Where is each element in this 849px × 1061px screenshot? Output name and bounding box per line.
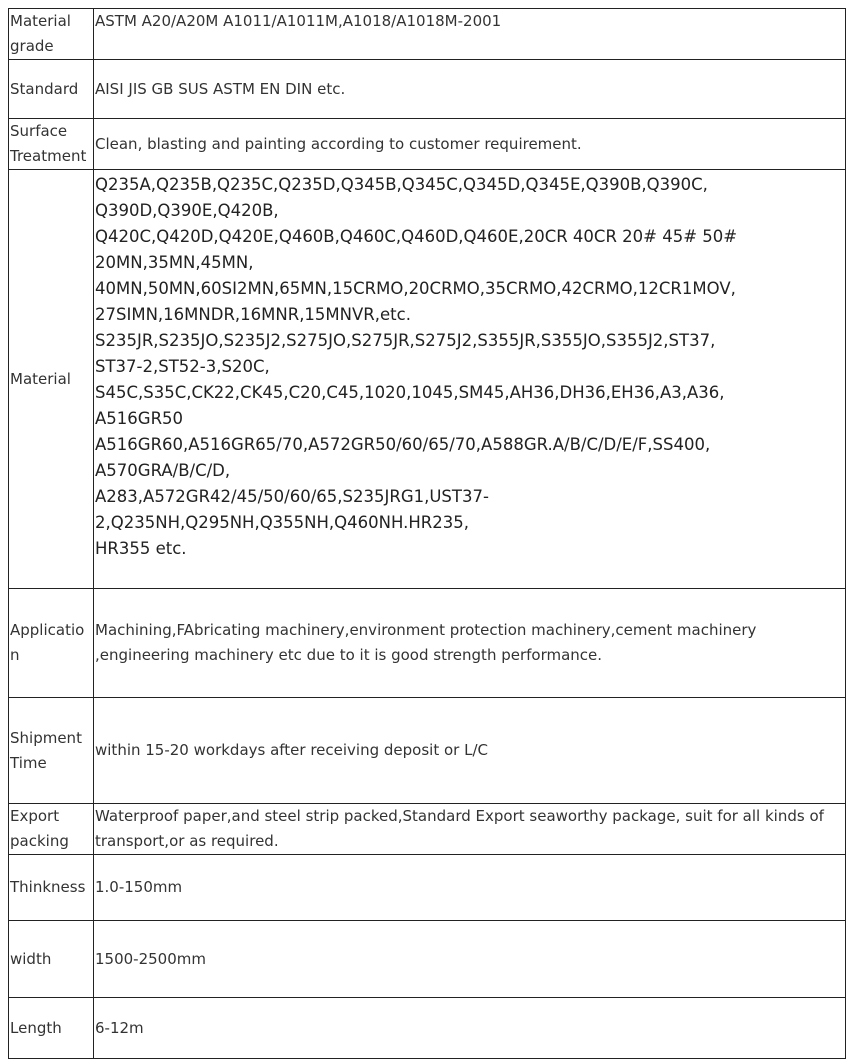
row-length xyxy=(9,998,846,1059)
label-width: width xyxy=(9,921,94,998)
row-application xyxy=(9,589,846,698)
material-line: 2,Q235NH,Q295NH,Q355NH,Q460NH.HR235, xyxy=(95,513,469,532)
material-line: Q390D,Q390E,Q420B, xyxy=(95,201,279,220)
material-line: A516GR60,A516GR65/70,A572GR50/60/65/70,A588GR.A/B/C/D/E/F,SS400, xyxy=(95,435,711,454)
label-standard: Standard xyxy=(9,60,94,119)
label-thickness: Thinkness xyxy=(9,855,94,921)
value-application: Machining,FAbricating machinery,environment protection machinery,cement machinery ,engineering machinery etc due to it is good strength performance. xyxy=(94,589,846,698)
row-shipment-time xyxy=(9,698,846,804)
row-surface-treatment xyxy=(9,119,846,170)
value-surface-treatment: Clean, blasting and painting according to customer requirement. xyxy=(94,119,846,170)
material-line: A283,A572GR42/45/50/60/65,S235JRG1,UST37- xyxy=(95,487,489,506)
material-line: A516GR50 xyxy=(95,409,184,428)
label-length: Length xyxy=(9,998,94,1059)
material-line: Q420C,Q420D,Q420E,Q460B,Q460C,Q460D,Q460E,20CR 40CR 20# 45# 50# xyxy=(95,227,738,246)
material-line: 40MN,50MN,60SI2MN,65MN,15CRMO,20CRMO,35CRMO,42CRMO,12CR1MOV, xyxy=(95,279,736,298)
row-material xyxy=(9,170,846,589)
row-material-grade xyxy=(9,9,846,60)
value-standard: AISI JIS GB SUS ASTM EN DIN etc. xyxy=(94,60,846,119)
label-material: Material xyxy=(9,170,94,589)
label-export-packing: Export packing xyxy=(9,804,94,855)
value-export-packing: Waterproof paper,and steel strip packed,Standard Export seaworthy package, suit for all kinds of transport,or as required. xyxy=(94,804,846,855)
material-line: A570GRA/B/C/D, xyxy=(95,461,231,480)
material-line: HR355 etc. xyxy=(95,539,187,558)
label-shipment-time: Shipment Time xyxy=(9,698,94,804)
row-standard xyxy=(9,60,846,119)
material-line: S235JR,S235JO,S235J2,S275JO,S275JR,S275J2,S355JR,S355JO,S355J2,ST37, xyxy=(95,331,716,350)
label-material-grade: Material grade xyxy=(9,9,94,60)
value-shipment-time: within 15-20 workdays after receiving deposit or L/C xyxy=(94,698,846,804)
label-surface-treatment: Surface Treatment xyxy=(9,119,94,170)
row-export-packing xyxy=(9,804,846,855)
spec-table xyxy=(8,8,846,1059)
value-length: 6-12m xyxy=(94,998,846,1059)
label-application: Application xyxy=(9,589,94,698)
value-width: 1500-2500mm xyxy=(94,921,846,998)
value-thickness: 1.0-150mm xyxy=(94,855,846,921)
value-material-grade: ASTM A20/A20M A1011/A1011M,A1018/A1018M-2001 xyxy=(94,9,846,60)
row-thickness xyxy=(9,855,846,921)
material-line: 20MN,35MN,45MN, xyxy=(95,253,254,272)
value-material xyxy=(94,170,846,589)
material-line: ST37-2,ST52-3,S20C, xyxy=(95,357,270,376)
material-line: S45C,S35C,CK22,CK45,C20,C45,1020,1045,SM45,AH36,DH36,EH36,A3,A36, xyxy=(95,383,725,402)
material-line: Q235A,Q235B,Q235C,Q235D,Q345B,Q345C,Q345D,Q345E,Q390B,Q390C, xyxy=(95,175,708,194)
material-line: 27SIMN,16MNDR,16MNR,15MNVR,etc. xyxy=(95,305,411,324)
row-width xyxy=(9,921,846,998)
